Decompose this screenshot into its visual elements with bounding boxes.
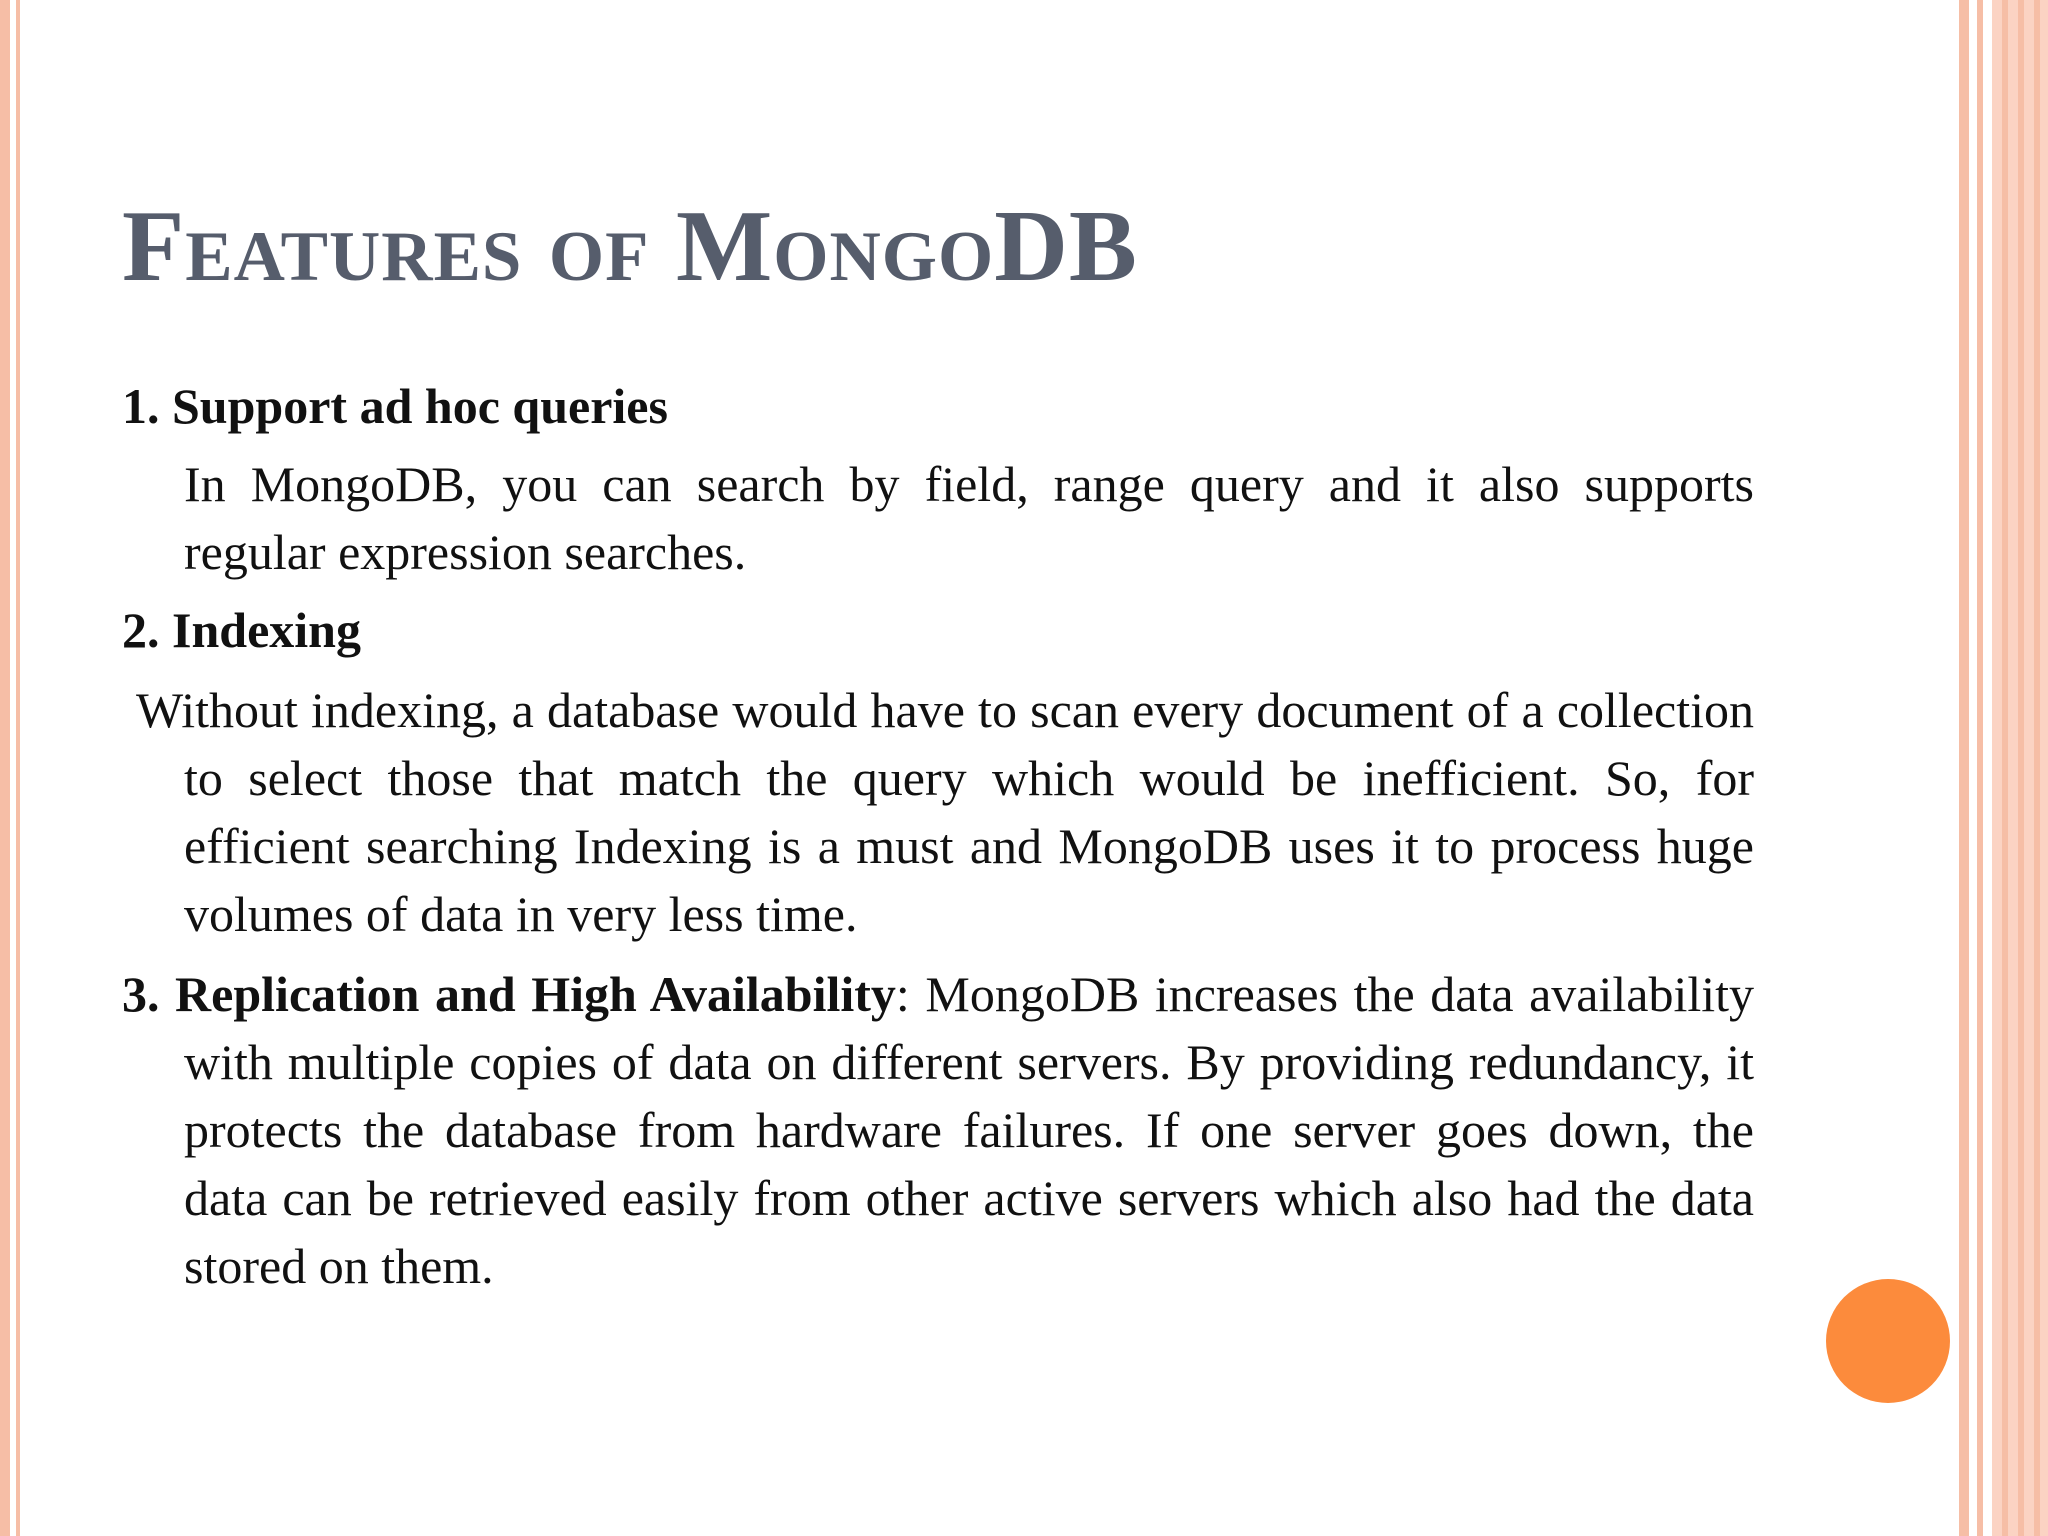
item-heading: 3. Replication and High Availability — [122, 966, 896, 1022]
slide-title: Features of MongoDB — [122, 190, 1138, 303]
decorative-dot — [1826, 1279, 1950, 1403]
left-border-stripe-thin — [16, 0, 20, 1536]
right-band-line — [2034, 0, 2040, 1536]
left-border-stripe — [0, 0, 10, 1536]
item-body: In MongoDB, you can search by field, range query and it also supports regular expression searches. — [184, 456, 1754, 580]
item-heading: 2. Indexing — [122, 602, 361, 658]
item-heading: 1. Support ad hoc queries — [122, 378, 668, 434]
right-border-stripe-thin — [1977, 0, 1983, 1536]
right-band-line — [2018, 0, 2024, 1536]
item-paragraph — [122, 960, 1754, 1300]
right-border-stripe — [1959, 0, 1969, 1536]
item-separator: : — [895, 966, 910, 1022]
slide-content — [122, 372, 1754, 1300]
right-band-line — [2002, 0, 2008, 1536]
item-body: MongoDB increases the data availability with multiple copies of data on different servers. By providing redundancy, it protects the database from hardware failures. If one server goes down, the data can be retrieved easily from other active servers which also had the data stored on them. — [184, 966, 1755, 1294]
item-body: Without indexing, a database would have to scan every document of a collection to select those that match the query which would be inefficient. So, for efficient searching Indexing is a must and MongoDB uses it to process huge volumes of data in very less time. — [136, 682, 1754, 942]
